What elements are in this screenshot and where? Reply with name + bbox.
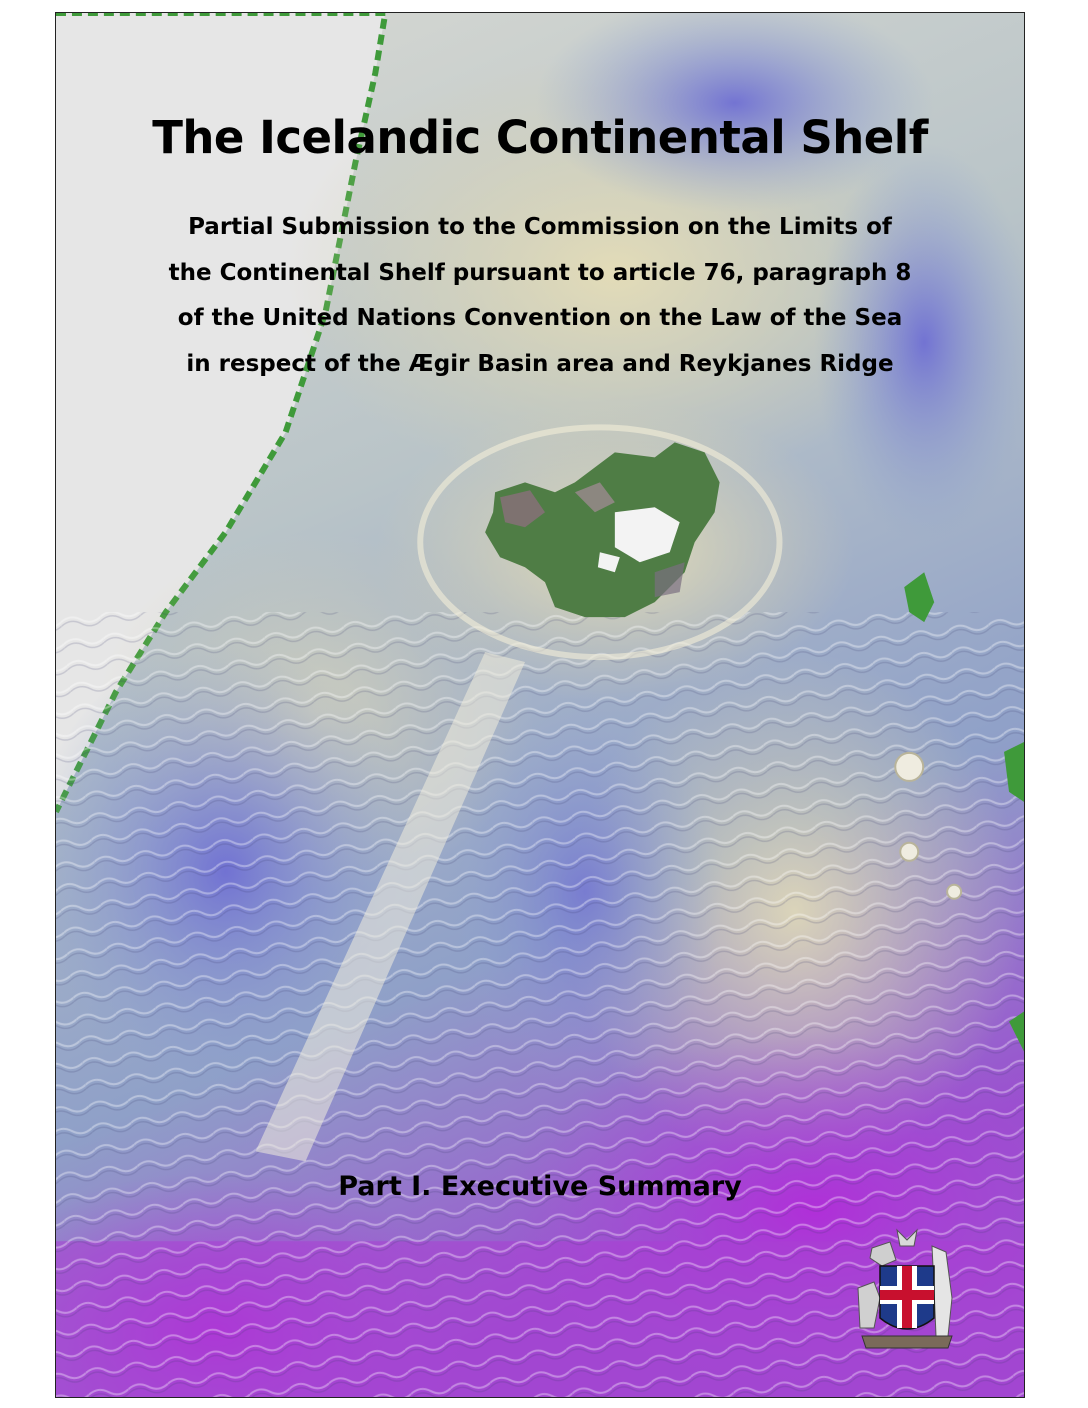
subtitle-line-2: the Continental Shelf pursuant to article 76, paragraph 8 [168,259,912,286]
part-label: Part I. Executive Summary [338,1171,742,1202]
coat-of-arms-icon [852,1228,962,1358]
subtitle-line-1: Partial Submission to the Commission on the Limits of [188,214,892,240]
document-title: The Icelandic Continental Shelf [152,111,928,164]
cover-frame [55,12,1025,1398]
subtitle-line-4: in respect of the Ægir Basin area and Reykjanes Ridge [186,350,894,377]
document-subtitle [96,205,984,387]
subtitle-line-3: of the United Nations Convention on the Law of the Sea [177,305,903,331]
